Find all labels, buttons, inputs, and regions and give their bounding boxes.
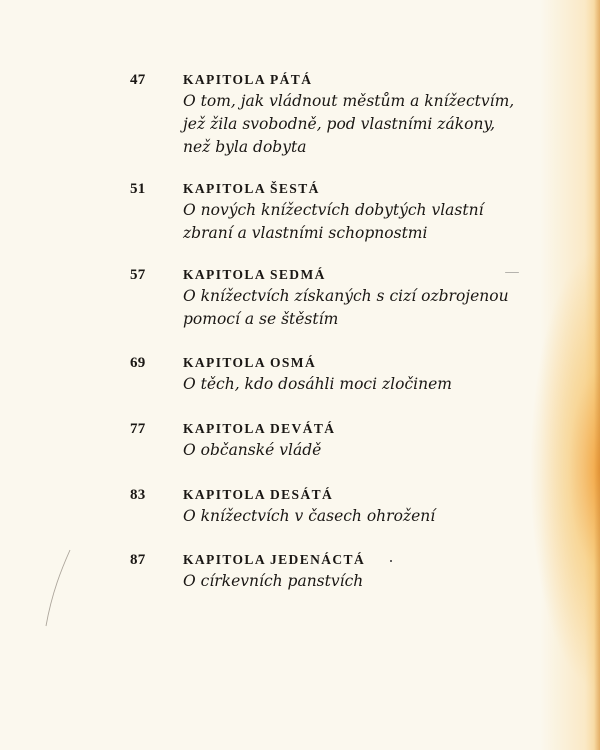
description-line: zbraní a vlastními schopnostmi (183, 224, 428, 242)
page-number: 47 (130, 72, 146, 88)
description-line: O občanské vládě (183, 441, 322, 459)
description-line: O nových knížectvích dobytých vlastní (183, 201, 484, 219)
chapter-description (183, 90, 514, 159)
ink-speck (390, 560, 392, 562)
page-number: 77 (130, 421, 146, 437)
page-number: 83 (130, 487, 146, 503)
ink-speck (505, 272, 519, 273)
pencil-mark (44, 548, 84, 628)
page-edge-shadow (594, 0, 600, 750)
chapter-title: KAPITOLA OSMÁ (183, 355, 317, 370)
page-number: 69 (130, 355, 146, 371)
chapter-description (183, 505, 435, 528)
page-number: 87 (130, 552, 146, 568)
description-line: O tom, jak vládnout městům a knížectvím, (183, 92, 515, 110)
chapter-title: KAPITOLA ŠESTÁ (183, 181, 320, 196)
description-line: pomocí a se štěstím (183, 310, 339, 328)
chapter-title: KAPITOLA PÁTÁ (183, 72, 313, 87)
chapter-description (183, 199, 484, 245)
chapter-description (183, 570, 363, 593)
description-line: jež žila svobodně, pod vlastními zákony, (183, 115, 496, 133)
description-line: O církevních panstvích (183, 572, 364, 590)
chapter-title: KAPITOLA SEDMÁ (183, 267, 326, 282)
chapter-description (183, 439, 321, 462)
description-line: než byla dobyta (183, 138, 307, 156)
chapter-title: KAPITOLA JEDENÁCTÁ (183, 552, 366, 567)
chapter-title: KAPITOLA DESÁTÁ (183, 487, 334, 502)
chapter-description (183, 373, 452, 396)
description-line: O těch, kdo dosáhli moci zločinem (183, 375, 452, 393)
description-line: O knížectvích získaných s cizí ozbrojenou (183, 287, 509, 305)
description-line: O knížectvích v časech ohrožení (183, 507, 436, 525)
page-number: 51 (130, 181, 146, 197)
chapter-title: KAPITOLA DEVÁTÁ (183, 421, 336, 436)
page-number: 57 (130, 267, 146, 283)
chapter-description (183, 285, 509, 331)
